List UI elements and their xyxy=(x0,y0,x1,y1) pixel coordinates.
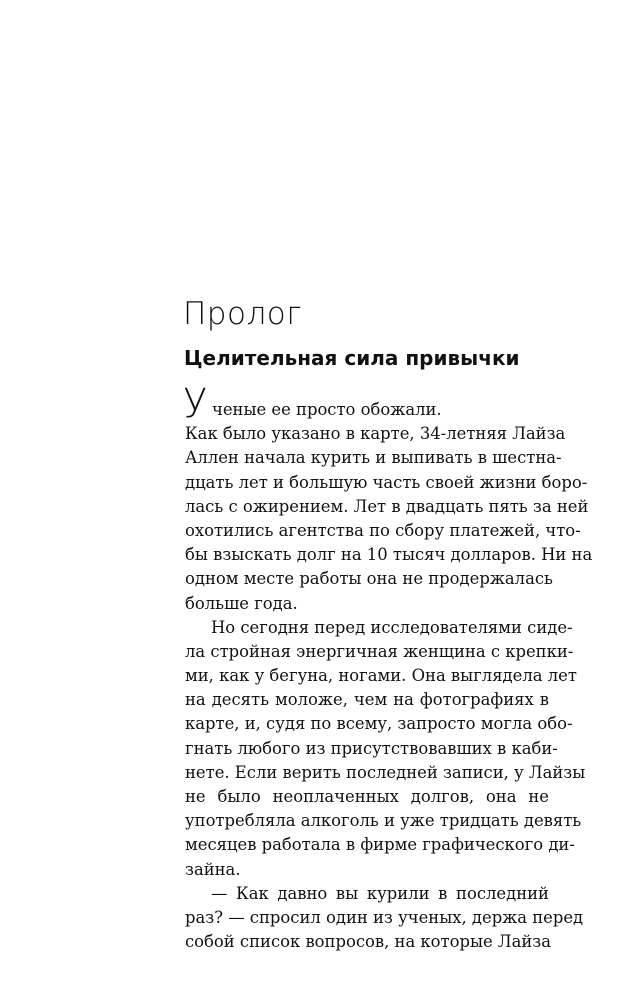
text-line: дцать лет и большую часть своей жизни боро- xyxy=(185,472,588,492)
text-line: больше года. xyxy=(185,593,298,613)
text-line: одном месте работы она не продержалась xyxy=(185,569,553,589)
text-line: Аллен начала курить и выпивать в шестна- xyxy=(185,448,562,468)
text-line: Но сегодня перед исследователями сиде- xyxy=(211,617,573,637)
text-line: гнать любого из присутствовавших в каби- xyxy=(185,738,558,758)
body-text xyxy=(183,381,593,954)
drop-cap: У xyxy=(183,381,208,427)
chapter-title: Пролог xyxy=(183,296,302,332)
first-line-text: ченые ее просто обожали. xyxy=(212,400,442,419)
text-line: ла стройная энергичная женщина с крепки- xyxy=(185,641,574,661)
text-line: месяцев работала в фирме графического ди- xyxy=(185,835,575,855)
text-line: нете. Если верить последней записи, у Лайзы xyxy=(185,762,586,782)
text-line: бы взыскать долг на 10 тысяч долларов. Ни на xyxy=(185,545,593,565)
text-line: Как было указано в карте, 34-летняя Лайза xyxy=(185,424,566,444)
text-line: зайна. xyxy=(185,859,241,879)
text-line: собой список вопросов, на которые Лайза xyxy=(185,932,552,952)
chapter-subtitle: Целительная сила привычки xyxy=(184,346,520,370)
text-line: — Как давно вы курили в последний xyxy=(211,883,549,903)
text-line: на десять моложе, чем на фотографиях в xyxy=(185,690,549,710)
text-line: употребляла алкоголь и уже тридцать девять xyxy=(185,811,582,831)
text-line: охотились агентства по сбору платежей, что- xyxy=(185,520,581,540)
text-line: не было неоплаченных долгов, она не xyxy=(185,787,549,806)
text-line-first xyxy=(183,381,549,427)
text-line: карте, и, судя по всему, запросто могла обо- xyxy=(185,714,573,734)
text-line: раз? — спросил один из ученых, держа перед xyxy=(185,907,584,927)
text-line: ми, как у бегуна, ногами. Она выглядела лет xyxy=(185,666,577,686)
text-line: лась с ожирением. Лет в двадцать пять за ней xyxy=(185,496,589,516)
